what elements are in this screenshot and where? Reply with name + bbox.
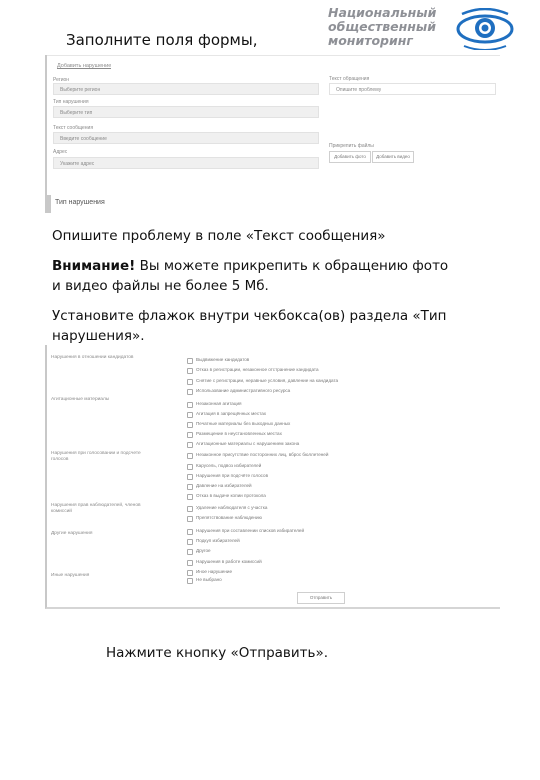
group-label-5: Другие нарушения (51, 531, 93, 536)
checkbox[interactable] (187, 389, 193, 395)
checkbox[interactable] (187, 529, 193, 535)
type-label: Тип нарушения (53, 99, 89, 105)
checkbox[interactable] (187, 402, 193, 408)
right-label-1: Текст обращения (329, 76, 370, 82)
checkbox[interactable] (187, 422, 193, 428)
checkbox[interactable] (187, 432, 193, 438)
checkbox-label: Другое (196, 548, 211, 553)
region-label: Регион (53, 77, 70, 83)
para-checkbox-line-1: Установите флажок внутри чекбокса(ов) раздела «Тип (52, 308, 447, 324)
checkbox-label: Отказ в выдаче копии протокола (196, 493, 266, 498)
checkbox-label: Удаление наблюдателя с участка (196, 505, 268, 510)
checkbox[interactable] (187, 412, 193, 418)
type-select[interactable] (53, 106, 319, 118)
attach-label: Прикрепить файлы (329, 143, 374, 149)
checkbox[interactable] (187, 539, 193, 545)
final-instruction: Нажмите кнопку «Отправить». (106, 645, 329, 661)
para-checkbox (52, 306, 447, 346)
add-photo-button[interactable]: Добавить фото (329, 151, 371, 163)
header-instruction: Заполните поля формы, (66, 31, 258, 49)
checkbox[interactable] (187, 549, 193, 555)
para-attention-line-2: и видео файлы не более 5 Мб. (52, 278, 269, 294)
para-checkbox-line-2: нарушения». (52, 328, 145, 344)
checkbox[interactable] (187, 379, 193, 385)
address-label: Адрес (53, 149, 68, 155)
address-field[interactable] (53, 157, 319, 169)
group-label-6: Иные нарушения (51, 573, 90, 578)
group-label-3: Нарушения при голосовании и подсчете голосов (51, 451, 141, 462)
checkbox[interactable] (187, 494, 193, 500)
checkbox-label: Отказ в регистрации, незаконное отстранение кандидата (196, 367, 319, 372)
para-attention (52, 256, 448, 296)
region-select-value: Выберите регион (60, 87, 101, 93)
form-screenshot (45, 55, 500, 213)
right-field-1-value: Опишите проблему (336, 87, 382, 93)
checkbox-label: Нарушения при подсчёте голосов (196, 473, 269, 478)
checkbox-label: Иное нарушение (196, 569, 233, 574)
address-field-value: Укажите адрес (60, 161, 95, 167)
checkbox[interactable] (187, 358, 193, 364)
send-button-preview[interactable]: Отправить (297, 592, 345, 604)
brand-line-1: Национальный (328, 5, 437, 20)
form-footer-text: Тип нарушения (55, 199, 105, 206)
message-field[interactable] (53, 132, 319, 144)
checkbox-label: Нарушения при составлении списков избирателей (196, 528, 305, 533)
para-describe: Опишите проблему в поле «Текст сообщения» (52, 228, 386, 244)
right-field-1[interactable] (329, 83, 496, 95)
checkbox-label: Снятие с регистрации, неравные условия, давление на кандидата (196, 378, 339, 383)
message-field-value: Введите сообщение (60, 136, 107, 142)
checkbox-label: Печатные материалы без выходных данных (196, 421, 291, 426)
para-attention-line-1 (52, 256, 448, 276)
checkbox[interactable] (187, 516, 193, 522)
checkbox[interactable] (187, 442, 193, 448)
brand-name (328, 6, 436, 48)
type-select-value: Выберите тип (60, 110, 93, 116)
checkbox-label: Выдвижение кандидатов (196, 357, 250, 362)
checkbox[interactable] (187, 368, 193, 374)
checkbox[interactable] (187, 570, 193, 576)
eye-logo-icon (452, 8, 518, 50)
checkbox-label: Подкуп избирателей (196, 538, 240, 543)
attention-word: Внимание! (52, 258, 136, 274)
add-video-button[interactable]: Добавить видео (372, 151, 414, 163)
checkbox-label: Давление на избирателей (196, 483, 252, 488)
checkbox[interactable] (187, 474, 193, 480)
checkbox[interactable] (187, 484, 193, 490)
group-label-4: Нарушения прав наблюдателей, членов комиссий (51, 503, 141, 514)
brand-line-3: мониторинг (328, 33, 413, 48)
brand-line-2: общественный (328, 19, 436, 34)
attention-rest: Вы можете прикрепить к обращению фото (135, 258, 449, 274)
group-label-2: Агитационные материалы (51, 397, 110, 402)
checkbox-label: Агитационные материалы с нарушением закона (196, 441, 300, 446)
checkbox[interactable] (187, 453, 193, 459)
checkbox-label: Не выбрано (196, 577, 222, 582)
checkbox-label: Использование административного ресурса (196, 388, 291, 393)
checkbox-label: Агитация в запрещённых местах (196, 411, 267, 416)
checkbox[interactable] (187, 560, 193, 566)
checkbox-label: Препятствование наблюдению (196, 515, 262, 520)
checkbox-label: Незаконное присутствие посторонних лиц, вброс бюллетеней (196, 452, 329, 457)
checkbox-label: Незаконная агитация (196, 401, 242, 406)
checklist-screenshot (45, 345, 500, 609)
checkbox-label: Карусель, подвоз избирателей (196, 463, 262, 468)
message-label: Текст сообщения (53, 125, 94, 131)
checkbox[interactable] (187, 464, 193, 470)
region-select[interactable] (53, 83, 319, 95)
checkbox-label: Размещение в неустановленных местах (196, 431, 282, 436)
checkbox[interactable] (187, 506, 193, 512)
group-label-1: Нарушения в отношении кандидатов (51, 355, 134, 360)
form-title: Добавить нарушение (57, 63, 112, 69)
checkbox[interactable] (187, 578, 193, 584)
checkbox-label: Нарушения в работе комиссий (196, 559, 262, 564)
